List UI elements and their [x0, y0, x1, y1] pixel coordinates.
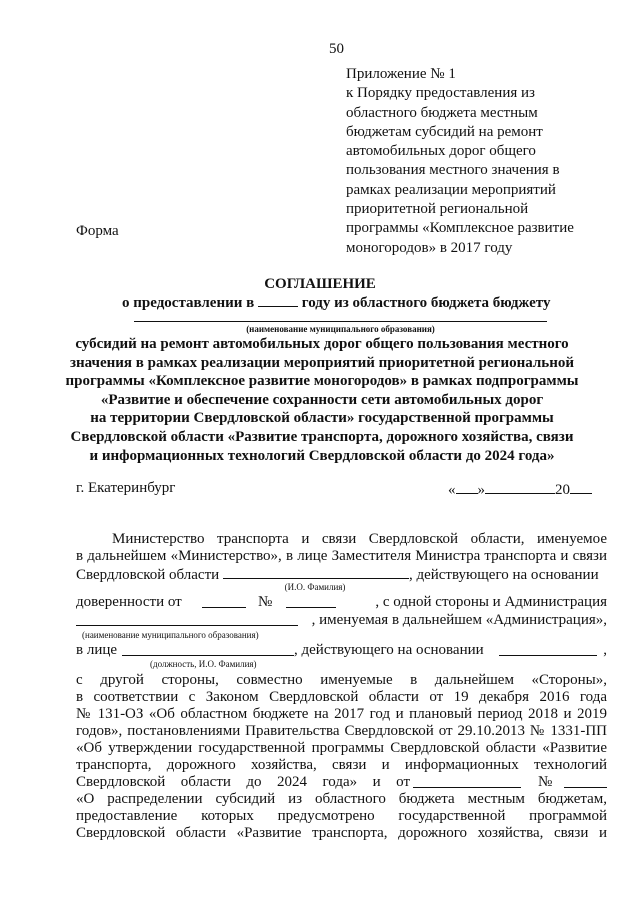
- muni-blank-line[interactable]: [134, 321, 547, 322]
- subtitle-prefix: о предоставлении в: [122, 295, 255, 311]
- date-open-quote: «: [448, 482, 456, 498]
- city-label: г. Екатеринбург: [76, 480, 176, 496]
- appendix-line: Приложение № 1: [346, 66, 456, 82]
- month-blank[interactable]: [485, 479, 555, 494]
- appendix-line: бюджетам субсидий на ремонт: [346, 123, 543, 140]
- page-number: 50: [329, 41, 344, 57]
- appendix-line: областного бюджета местным: [346, 104, 538, 121]
- subject-paragraph: [60, 335, 584, 465]
- power-of-attorney-number-blank[interactable]: [286, 593, 336, 608]
- subject-line: значения в рамках реализации мероприятий приоритетной региональной: [69, 354, 575, 371]
- date-field: [448, 479, 592, 499]
- muni-caption: (наименование муниципального образования): [246, 324, 435, 334]
- administration-name-blank[interactable]: [76, 611, 298, 626]
- body-line: годов», постановлениями Правительства Свердловской от 29.10.2013 № 1331-ПП: [76, 723, 607, 739]
- year-blank[interactable]: [258, 292, 298, 307]
- subject-line: и информационных технологий Свердловской области до 2024 года»: [89, 447, 555, 464]
- appendix-line: приоритетной региональной: [346, 201, 529, 218]
- body-line: транспорта, дорожного хозяйства, связи и информационных технологий: [76, 757, 607, 773]
- body-line: «О распределении субсидий из областного бюджета местным бюджетам,: [76, 791, 607, 807]
- head-position-blank[interactable]: [122, 641, 294, 656]
- day-blank[interactable]: [456, 479, 478, 494]
- body-line: «Об утверждении государственной программы Свердловской области «Развитие: [76, 740, 607, 756]
- subject-line: «Развитие и обеспечение сохранности сети автомобильных дорог: [100, 391, 544, 408]
- body-line: Свердловской области , действующего на основании: [76, 564, 599, 584]
- basis-blank[interactable]: [499, 641, 597, 656]
- date-close-quote: »: [477, 482, 485, 498]
- year-prefix: 20: [555, 482, 570, 498]
- year-suffix-blank[interactable]: [570, 479, 592, 494]
- body-line: Свердловской области «Развитие транспорта, дорожного хозяйства, связи и: [76, 825, 607, 841]
- appendix-line: пользования местного значения в: [346, 162, 560, 179]
- appendix-block: [346, 65, 574, 258]
- form-label: Форма: [76, 223, 119, 239]
- document-subtitle: [122, 292, 550, 312]
- subject-line: Свердловской области «Развитие транспорта, дорожного хозяйства, связи: [70, 428, 574, 445]
- position-caption: (должность, И.О. Фамилия): [150, 659, 257, 669]
- body-line: Министерство транспорта и связи Свердловской области, именуемое: [112, 531, 607, 547]
- appendix-line: автомобильных дорог общего: [346, 143, 536, 160]
- subject-line: субсидий на ремонт автомобильных дорог общего пользования местного: [75, 336, 569, 352]
- power-of-attorney-date-blank[interactable]: [202, 593, 246, 608]
- body-line: с другой стороны, совместно именуемые в дальнейшем «Стороны»,: [76, 672, 607, 688]
- subject-line: программы «Комплексное развитие моногородов» в рамках подпрограммы: [65, 373, 579, 390]
- appendix-line: программы «Комплексное развитие: [346, 220, 574, 237]
- appendix-line: рамках реализации мероприятий: [346, 181, 556, 198]
- subtitle-suffix: году из областного бюджета бюджету: [301, 295, 551, 311]
- body-line: в соответствии с Законом Свердловской области от 19 декабря 2016 года: [76, 689, 607, 705]
- resolution-number-blank[interactable]: [564, 773, 607, 788]
- muni-caption-2: (наименование муниципального образования): [82, 630, 259, 640]
- resolution-date-blank[interactable]: [413, 773, 521, 788]
- appendix-line: к Порядку предоставления из: [346, 85, 535, 102]
- body-line: в дальнейшем «Министерство», в лице Заместителя Министра транспорта и связи: [76, 548, 607, 564]
- subject-line: на территории Свердловской области» государственной программы: [90, 410, 554, 427]
- body-line: предоставление которых предусмотрено государственной программой: [76, 808, 607, 824]
- appendix-line: моногородов» в 2017 году: [346, 239, 513, 256]
- fio-caption: (И.О. Фамилия): [284, 582, 346, 592]
- document-title: СОГЛАШЕНИЕ: [264, 276, 376, 292]
- deputy-name-blank[interactable]: [223, 564, 409, 579]
- body-line: № 131-ОЗ «Об областном бюджете на 2017 год и плановый период 2018 и 2019: [76, 706, 607, 722]
